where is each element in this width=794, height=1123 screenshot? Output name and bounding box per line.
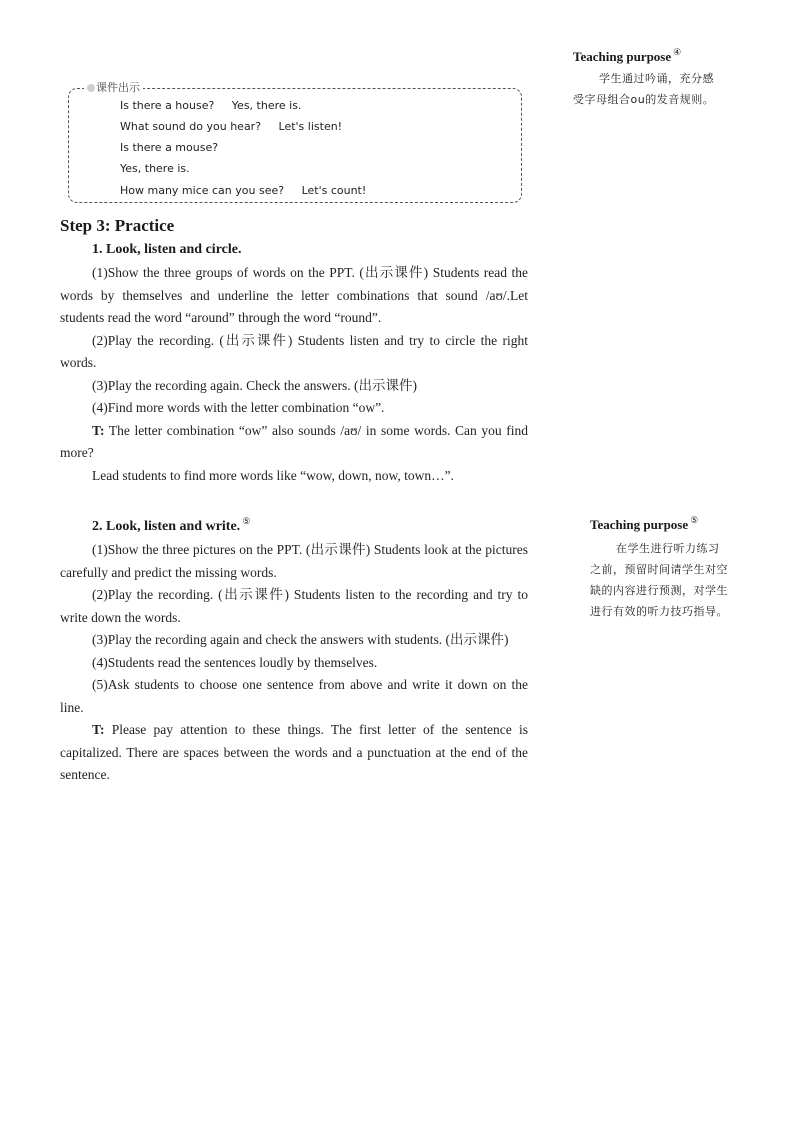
section-1-title: 1. Look, listen and circle. — [92, 242, 242, 257]
teaching-purpose-4-text: 学生通过吟诵，充分感 受字母组合ou的发音规则。 — [573, 72, 715, 106]
paragraph: (2)Play the recording. (出示课件) Students listen to the recording and try to write down the words. — [60, 587, 528, 625]
paragraph: (4)Find more words with the letter combination “ow”. — [92, 400, 385, 415]
paragraph: (3)Play the recording again. Check the answers. (出示课件) — [92, 377, 418, 393]
paragraph: (5)Ask students to choose one sentence from above and write it down on the line. — [60, 677, 528, 715]
section-2-body — [60, 539, 528, 787]
teacher-paragraph: T: Please pay attention to these things. The first letter of the sentence is capitalized. There are spaces between the words and a punctuation at the end of the sentence. — [60, 722, 528, 782]
teacher-label: T: — [92, 422, 105, 438]
teaching-purpose-5-title: Teaching purpose ⑤ — [590, 515, 699, 532]
courseware-tag: 课件出示 — [84, 79, 143, 95]
paragraph: Lead students to find more words like “wow, down, now, town…”. — [92, 467, 454, 483]
courseware-line: What sound do you hear? Let's listen! — [120, 120, 343, 133]
paragraph: (2)Play the recording. (出示课件) Students listen and try to circle the right words. — [60, 332, 528, 370]
courseware-line: How many mice can you see? Let's count! — [120, 184, 367, 197]
teaching-purpose-4-title: Teaching purpose ④ — [573, 47, 682, 64]
section-1-body — [60, 262, 528, 487]
teaching-purpose-5-text: 在学生进行听力练习 之前，预留时间请学生对空 缺的内容进行预测，对学生 进行有效的听力技巧指导。 — [590, 542, 728, 618]
paragraph: (1)Show the three pictures on the PPT. (出示课件) Students look at the pictures carefully and predict the missing words. — [60, 542, 528, 580]
teacher-paragraph: T: The letter combination “ow” also sounds /aʊ/ in some words. Can you find more? — [60, 422, 528, 460]
courseware-line: Is there a house? Yes, there is. — [120, 99, 302, 112]
courseware-line: Yes, there is. — [120, 162, 190, 175]
footnote-marker: ④ — [673, 47, 682, 57]
section-2-title: 2. Look, listen and write. ⑤ — [92, 516, 251, 534]
footnote-marker: ⑤ — [242, 516, 251, 526]
footnote-marker: ⑤ — [690, 515, 699, 525]
paragraph: (1)Show the three groups of words on the PPT. (出示课件) Students read the words by themselves and underline the letter combinations that sound /aʊ/.Let students read the word “around” through the word “round”. — [60, 265, 528, 325]
courseware-line: Is there a mouse? — [120, 141, 219, 154]
step-heading: Step 3: Practice — [60, 216, 175, 235]
courseware-dot-icon — [87, 84, 95, 92]
teacher-label: T: — [92, 722, 105, 737]
paragraph: (3)Play the recording again and check the answers with students. (出示课件) — [92, 632, 509, 647]
paragraph: (4)Students read the sentences loudly by themselves. — [92, 654, 378, 670]
